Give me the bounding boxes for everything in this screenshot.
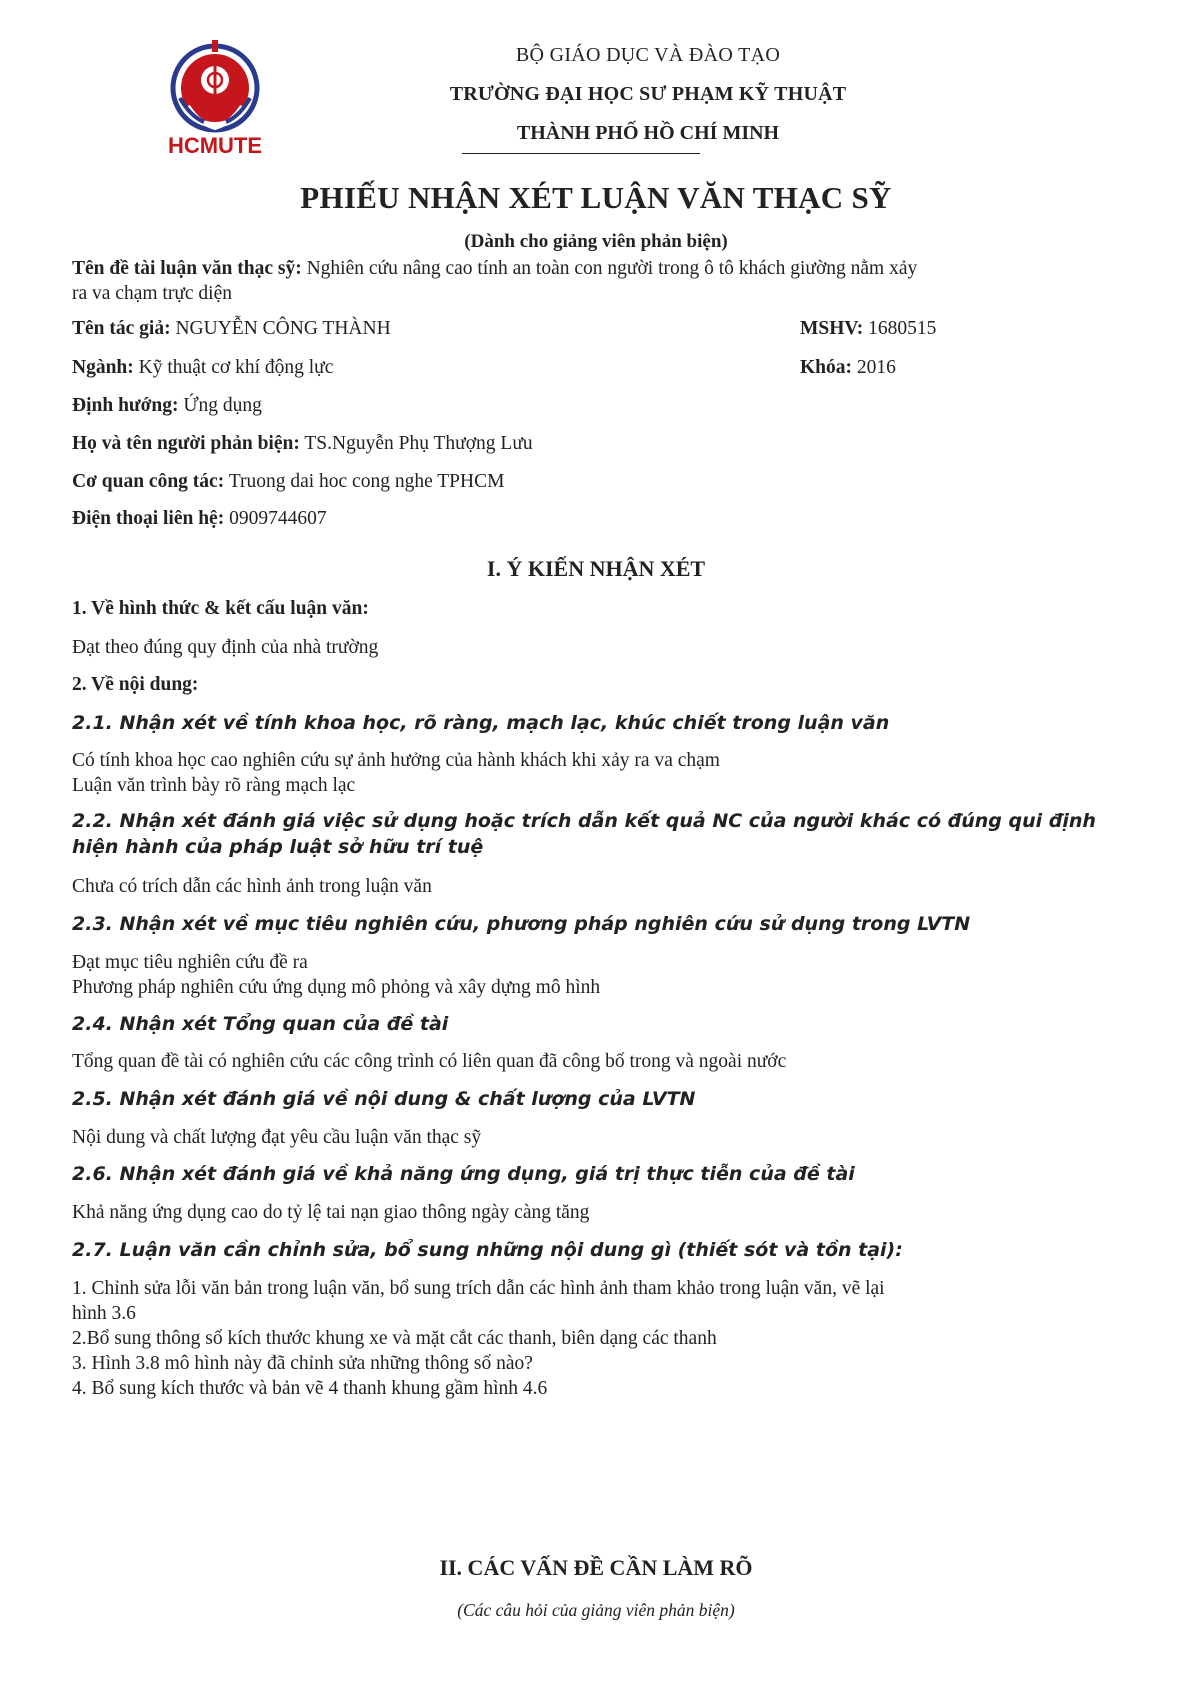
heading-2-5: 2.5. Nhận xét đánh giá về nội dung & chất lượng của LVTN bbox=[72, 1088, 696, 1110]
major-value: Kỹ thuật cơ khí động lực bbox=[138, 357, 334, 378]
topic-label: Tên đề tài luận văn thạc sỹ: bbox=[72, 258, 302, 279]
content-heading: 2. Về nội dung: bbox=[72, 674, 199, 695]
workplace-label: Cơ quan công tác: bbox=[72, 471, 225, 492]
text-2-1a: Có tính khoa học cao nghiên cứu sự ảnh hưởng của hành khách khi xảy ra va chạm bbox=[72, 750, 720, 771]
topic-value: Nghiên cứu nâng cao tính an toàn con người trong ô tô khách giường nằm xảy bbox=[306, 258, 918, 279]
course-value: 2016 bbox=[856, 357, 896, 378]
form-text: Đạt theo đúng quy định của nhà trường bbox=[72, 637, 379, 658]
text-2-3a: Đạt mục tiêu nghiên cứu đề ra bbox=[72, 952, 308, 973]
author-line bbox=[72, 318, 391, 340]
text-2-7d: 3. Hình 3.8 mô hình này đã chỉnh sửa những thông số nào? bbox=[72, 1353, 533, 1374]
form-heading: 1. Về hình thức & kết cấu luận văn: bbox=[72, 598, 369, 619]
text-2-3b: Phương pháp nghiên cứu ứng dụng mô phỏng và xây dựng mô hình bbox=[72, 977, 601, 998]
course-line bbox=[800, 357, 896, 379]
topic-value-cont: ra va chạm trực diện bbox=[72, 283, 232, 304]
workplace-value: Truong dai hoc cong nghe TPHCM bbox=[228, 471, 505, 492]
ministry-name: BỘ GIÁO DỤC VÀ ĐÀO TẠO bbox=[515, 44, 781, 66]
topic-line bbox=[72, 258, 917, 280]
phone-label: Điện thoại liên hệ: bbox=[72, 508, 225, 529]
page-title: PHIẾU NHẬN XÉT LUẬN VĂN THẠC SỸ bbox=[300, 180, 892, 215]
heading-2-6: 2.6. Nhận xét đánh giá về khả năng ứng dụng, giá trị thực tiễn của đề tài bbox=[72, 1163, 855, 1185]
orientation-line bbox=[72, 395, 262, 417]
major-label: Ngành: bbox=[72, 357, 134, 378]
orientation-value: Ứng dụng bbox=[183, 395, 262, 416]
phone-line bbox=[72, 508, 327, 530]
city-name: THÀNH PHỐ HỒ CHÍ MINH bbox=[516, 122, 780, 144]
text-2-6: Khả năng ứng dụng cao do tỷ lệ tai nạn giao thông ngày càng tăng bbox=[72, 1202, 590, 1223]
logo-text: HCMUTE bbox=[167, 133, 263, 158]
section-1-title: I. Ý KIẾN NHẬN XÉT bbox=[486, 556, 706, 581]
text-2-7b: hình 3.6 bbox=[72, 1303, 136, 1324]
orientation-label: Định hướng: bbox=[72, 395, 179, 416]
text-2-7a: 1. Chỉnh sửa lỗi văn bản trong luận văn, bổ sung trích dẫn các hình ảnh tham khảo trong luận văn, vẽ lại bbox=[72, 1278, 885, 1299]
text-2-7e: 4. Bổ sung kích thước và bản vẽ 4 thanh khung gầm hình 4.6 bbox=[72, 1378, 548, 1399]
heading-2-2a: 2.2. Nhận xét đánh giá việc sử dụng hoặc trích dẫn kết quả NC của người khác có đúng qui định bbox=[72, 810, 1096, 832]
mshv-value: 1680515 bbox=[868, 318, 937, 339]
page-subtitle: (Dành cho giảng viên phản biện) bbox=[464, 231, 728, 252]
mshv-label: MSHV: bbox=[800, 318, 864, 339]
reviewer-label: Họ và tên người phản biện: bbox=[72, 433, 300, 454]
topic-line-2 bbox=[72, 283, 232, 305]
author-label: Tên tác giả: bbox=[72, 318, 171, 339]
phone-value: 0909744607 bbox=[229, 508, 327, 529]
heading-2-4: 2.4. Nhận xét Tổng quan của đề tài bbox=[72, 1013, 449, 1035]
heading-2-1: 2.1. Nhận xét về tính khoa học, rõ ràng, mạch lạc, khúc chiết trong luận văn bbox=[72, 712, 890, 734]
reviewer-line bbox=[72, 433, 533, 455]
author-value: NGUYỄN CÔNG THÀNH bbox=[175, 318, 391, 339]
course-label: Khóa: bbox=[800, 357, 853, 378]
heading-2-3: 2.3. Nhận xét về mục tiêu nghiên cứu, phương pháp nghiên cứu sử dụng trong LVTN bbox=[72, 913, 971, 935]
mshv-line bbox=[800, 318, 936, 340]
header-divider bbox=[462, 153, 700, 154]
major-line bbox=[72, 357, 333, 379]
heading-2-7: 2.7. Luận văn cần chỉnh sửa, bổ sung những nội dung gì (thiết sót và tồn tại): bbox=[72, 1239, 903, 1261]
heading-2-2b: hiện hành của pháp luật sở hữu trí tuệ bbox=[72, 836, 484, 858]
university-name: TRƯỜNG ĐẠI HỌC SƯ PHẠM KỸ THUẬT bbox=[449, 83, 847, 105]
section-2-note: (Các câu hỏi của giảng viên phản biện) bbox=[457, 1600, 735, 1620]
text-2-7c: 2.Bổ sung thông số kích thước khung xe và mặt cắt các thanh, biên dạng các thanh bbox=[72, 1328, 717, 1349]
text-2-4: Tổng quan đề tài có nghiên cứu các công trình có liên quan đã công bố trong và ngoài nước bbox=[72, 1051, 787, 1072]
workplace-line bbox=[72, 471, 504, 493]
text-2-2: Chưa có trích dẫn các hình ảnh trong luận văn bbox=[72, 876, 432, 897]
text-2-5: Nội dung và chất lượng đạt yêu cầu luận văn thạc sỹ bbox=[72, 1127, 482, 1148]
text-2-1b: Luận văn trình bày rõ ràng mạch lạc bbox=[72, 775, 356, 796]
section-2-title: II. CÁC VẤN ĐỀ CẦN LÀM RÕ bbox=[439, 1555, 753, 1580]
reviewer-value: TS.Nguyễn Phụ Thượng Lưu bbox=[304, 433, 533, 454]
